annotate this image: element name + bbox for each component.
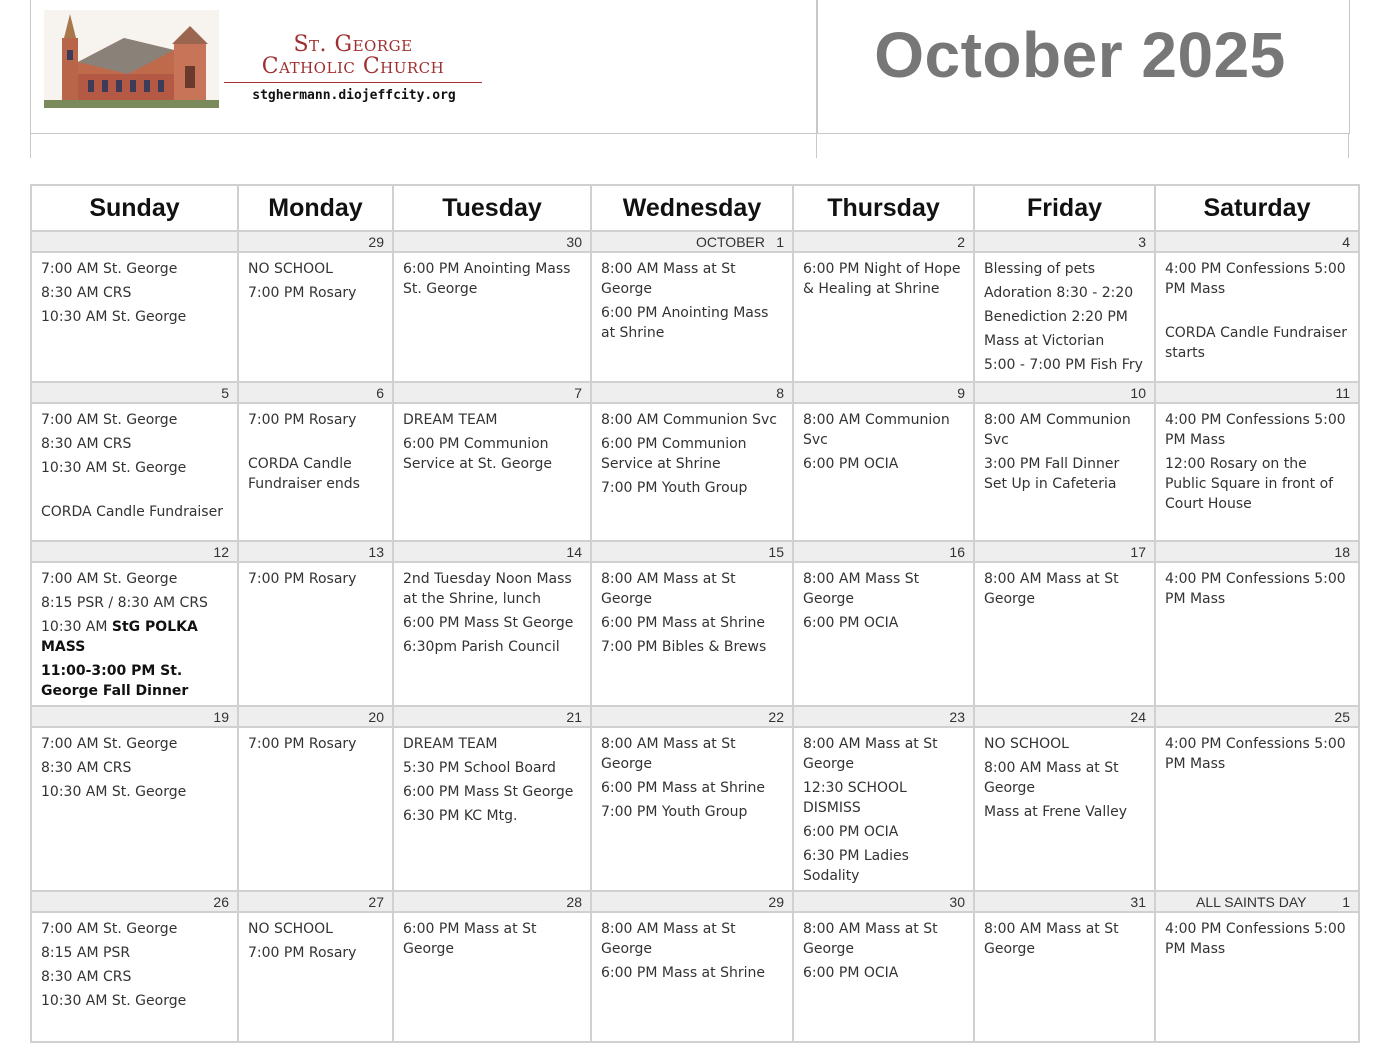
event-item: Benediction 2:20 PM xyxy=(984,309,1128,325)
event-item: 4:00 PM Confessions 5:00 PM Mass xyxy=(1165,571,1346,607)
day-events xyxy=(393,403,591,541)
day-events xyxy=(238,727,393,891)
event-item: 12:00 Rosary on the Public Square in front of Court House xyxy=(1165,456,1334,512)
day-number xyxy=(238,382,393,403)
event-item: 8:00 AM Mass St George xyxy=(803,571,920,607)
day-number-value: 29 xyxy=(768,893,784,910)
day-number-value: 16 xyxy=(949,543,965,560)
event-item: Blessing of pets xyxy=(984,261,1096,277)
day-number xyxy=(238,231,393,252)
day-number xyxy=(393,706,591,727)
day-number-value: 17 xyxy=(1130,543,1146,560)
day-events xyxy=(393,252,591,382)
event-item: 8:00 AM Communion Svc xyxy=(984,412,1131,448)
event-item: 8:30 AM CRS xyxy=(41,969,132,985)
weekday-sunday: Sunday xyxy=(31,185,238,231)
day-events xyxy=(591,252,793,382)
event-item: 6:00 PM Communion Service at St. George xyxy=(403,436,553,472)
day-events xyxy=(793,252,974,382)
day-number xyxy=(974,706,1155,727)
day-number-value: 24 xyxy=(1130,708,1146,725)
day-number xyxy=(793,382,974,403)
day-number-value: 10 xyxy=(1130,384,1146,401)
day-events xyxy=(974,912,1155,1042)
event-item: NO SCHOOL xyxy=(248,921,333,937)
event-item: 8:00 AM Mass at St George xyxy=(803,921,938,957)
weekday-tuesday: Tuesday xyxy=(393,185,591,231)
day-number-value: 30 xyxy=(949,893,965,910)
event-item: 7:00 AM St. George xyxy=(41,571,178,587)
event-item: 7:00 PM Youth Group xyxy=(601,480,748,496)
event-item: 6:00 PM Mass at Shrine xyxy=(601,615,765,631)
event-item: 8:30 AM CRS xyxy=(41,285,132,301)
event-item: Mass at Victorian xyxy=(984,333,1105,349)
day-number xyxy=(238,541,393,562)
day-number-value: 1 xyxy=(776,233,784,250)
day-number xyxy=(793,541,974,562)
day-events xyxy=(793,403,974,541)
day-number xyxy=(393,382,591,403)
day-events xyxy=(591,727,793,891)
event-item: Adoration 8:30 - 2:20 xyxy=(984,285,1134,301)
event-item: 10:30 AM St. George xyxy=(41,460,187,476)
day-number-value: 6 xyxy=(376,384,384,401)
day-number-value: 28 xyxy=(566,893,582,910)
event-item: NO SCHOOL xyxy=(984,736,1069,752)
event-item: 8:00 AM Mass at St George xyxy=(984,571,1119,607)
day-number xyxy=(1155,891,1359,912)
event-item: 6:00 PM Anointing Mass at Shrine xyxy=(601,305,769,341)
day-events xyxy=(238,562,393,706)
day-number xyxy=(591,706,793,727)
day-number-value: 7 xyxy=(574,384,582,401)
weekday-monday: Monday xyxy=(238,185,393,231)
date-number-row xyxy=(31,891,1359,912)
event-item: DREAM TEAM xyxy=(403,736,498,752)
day-label: ALL SAINTS DAY xyxy=(1196,893,1307,910)
day-events xyxy=(1155,912,1359,1042)
event-item: 6:00 PM Mass at Shrine xyxy=(601,965,765,981)
day-number xyxy=(1155,382,1359,403)
event-item: 6:00 PM Mass at St George xyxy=(403,921,537,957)
event-item: 7:00 PM Rosary xyxy=(248,412,357,428)
event-item: 6:30 PM Ladies Sodality xyxy=(803,848,909,884)
day-number xyxy=(974,891,1155,912)
day-events xyxy=(31,562,238,706)
event-item: 7:00 PM Rosary xyxy=(248,736,357,752)
calendar-grid xyxy=(30,184,1360,1043)
event-item: 6:00 PM OCIA xyxy=(803,615,899,631)
day-number xyxy=(238,706,393,727)
day-number-value: 29 xyxy=(368,233,384,250)
day-number xyxy=(31,541,238,562)
event-item: Mass at Frene Valley xyxy=(984,804,1127,820)
event-item: 7:00 AM St. George xyxy=(41,261,178,277)
event-item: 5:00 - 7:00 PM Fish Fry xyxy=(984,357,1143,373)
day-events xyxy=(31,252,238,382)
event-item: CORDA Candle Fundraiser starts xyxy=(1165,325,1347,361)
event-item: 6:30 PM KC Mtg. xyxy=(403,808,518,824)
day-number-value: 25 xyxy=(1334,708,1350,725)
event-item: CORDA Candle Fundraiser xyxy=(41,504,223,520)
day-number xyxy=(31,382,238,403)
day-number xyxy=(1155,231,1359,252)
event-item: 10:30 AM St. George xyxy=(41,309,187,325)
event-item: 2nd Tuesday Noon Mass at the Shrine, lunch xyxy=(403,571,572,607)
event-item: 7:00 PM Rosary xyxy=(248,571,357,587)
day-events xyxy=(31,727,238,891)
event-item: 8:00 AM Mass at St George xyxy=(601,736,736,772)
day-number-value: 19 xyxy=(213,708,229,725)
day-number xyxy=(793,706,974,727)
day-number xyxy=(591,891,793,912)
church-name-line1: St. George xyxy=(293,32,413,57)
event-item: 7:00 AM St. George xyxy=(41,736,178,752)
day-number-value: 31 xyxy=(1130,893,1146,910)
day-events xyxy=(974,403,1155,541)
day-events xyxy=(793,562,974,706)
day-number-value: 3 xyxy=(1138,233,1146,250)
day-number-value: 21 xyxy=(566,708,582,725)
event-item: 8:00 AM Communion Svc xyxy=(601,412,778,428)
day-number-value: 1 xyxy=(1342,893,1350,910)
date-number-row xyxy=(31,382,1359,403)
event-item: 8:00 AM Mass at St George xyxy=(803,736,938,772)
day-number-value: 4 xyxy=(1342,233,1350,250)
day-number-value: 27 xyxy=(368,893,384,910)
day-events xyxy=(1155,727,1359,891)
day-number-value: 11 xyxy=(1335,384,1350,401)
day-number-value: 26 xyxy=(213,893,229,910)
event-item: 6:00 PM Mass St George xyxy=(403,784,574,800)
church-website: stghermann.diojeffcity.org xyxy=(252,88,456,103)
day-events xyxy=(393,727,591,891)
event-item: CORDA Candle Fundraiser ends xyxy=(248,456,360,492)
events-row xyxy=(31,727,1359,891)
day-number-value: 20 xyxy=(368,708,384,725)
date-number-row xyxy=(31,541,1359,562)
day-events xyxy=(1155,252,1359,382)
event-item: 6:00 PM Night of Hope & Healing at Shrine xyxy=(803,261,961,297)
day-number xyxy=(1155,541,1359,562)
event-item: 8:00 AM Mass at St George xyxy=(601,921,736,957)
day-events xyxy=(393,562,591,706)
day-number xyxy=(393,231,591,252)
day-number-value: 5 xyxy=(221,384,229,401)
day-label: OCTOBER xyxy=(696,233,765,250)
day-number-value: 9 xyxy=(957,384,965,401)
event-item: 5:30 PM School Board xyxy=(403,760,556,776)
weekday-header-row xyxy=(31,185,1359,231)
day-events xyxy=(393,912,591,1042)
event-item: 6:00 PM OCIA xyxy=(803,965,899,981)
day-events xyxy=(793,727,974,891)
day-number xyxy=(393,891,591,912)
day-number xyxy=(974,541,1155,562)
day-number-value: 22 xyxy=(768,708,784,725)
weekday-saturday: Saturday xyxy=(1155,185,1359,231)
event-item: 7:00 AM St. George xyxy=(41,921,178,937)
event-item: 3:00 PM Fall Dinner Set Up in Cafeteria xyxy=(984,456,1120,492)
church-name-line2: Catholic Church xyxy=(261,54,445,79)
day-number xyxy=(974,382,1155,403)
event-item: 8:30 AM CRS xyxy=(41,760,132,776)
day-number-value: 13 xyxy=(368,543,384,560)
events-row xyxy=(31,403,1359,541)
church-logo xyxy=(44,10,494,108)
day-number-value: 15 xyxy=(768,543,784,560)
day-events xyxy=(591,912,793,1042)
day-number-value: 30 xyxy=(566,233,582,250)
day-events xyxy=(974,252,1155,382)
event-item: 8:15 AM PSR xyxy=(41,945,131,961)
events-row xyxy=(31,912,1359,1042)
day-number xyxy=(591,231,793,252)
day-number xyxy=(591,541,793,562)
event-item: 11:00-3:00 PM St. George Fall Dinner xyxy=(41,663,189,699)
day-events xyxy=(1155,562,1359,706)
church-building-icon xyxy=(44,10,219,108)
weekday-wednesday: Wednesday xyxy=(591,185,793,231)
month-title: October 2025 xyxy=(874,19,1286,91)
date-number-row xyxy=(31,706,1359,727)
event-item: 12:30 SCHOOL DISMISS xyxy=(803,780,907,816)
events-row xyxy=(31,252,1359,382)
event-item: 7:00 PM Rosary xyxy=(248,945,357,961)
day-number xyxy=(793,891,974,912)
event-item: 7:00 PM Bibles & Brews xyxy=(601,639,767,655)
day-number xyxy=(1155,706,1359,727)
day-number-value: 12 xyxy=(213,543,229,560)
day-events xyxy=(591,562,793,706)
date-number-row xyxy=(31,231,1359,252)
day-events xyxy=(31,912,238,1042)
day-events xyxy=(974,562,1155,706)
event-item: 8:00 AM Mass at St George xyxy=(601,571,736,607)
event-item: 6:00 PM Mass at Shrine xyxy=(601,780,765,796)
day-number xyxy=(31,706,238,727)
day-number xyxy=(31,231,238,252)
day-number xyxy=(238,891,393,912)
day-number xyxy=(591,382,793,403)
event-item: 6:30pm Parish Council xyxy=(403,639,560,655)
event-item: 4:00 PM Confessions 5:00 PM Mass xyxy=(1165,261,1346,297)
event-item: NO SCHOOL xyxy=(248,261,333,277)
event-item: 7:00 PM Rosary xyxy=(248,285,357,301)
event-item: 4:00 PM Confessions 5:00 PM Mass xyxy=(1165,921,1346,957)
event-item: 8:15 PSR / 8:30 AM CRS xyxy=(41,595,208,611)
event-item: 8:00 AM Communion Svc xyxy=(803,412,950,448)
day-events xyxy=(591,403,793,541)
day-events xyxy=(1155,403,1359,541)
event-item: 8:00 AM Mass at St George xyxy=(601,261,736,297)
day-number-value: 14 xyxy=(566,543,582,560)
weekday-friday: Friday xyxy=(974,185,1155,231)
day-events xyxy=(238,252,393,382)
event-item: 8:30 AM CRS xyxy=(41,436,132,452)
day-number xyxy=(974,231,1155,252)
day-number-value: 2 xyxy=(957,233,965,250)
event-item: 7:00 PM Youth Group xyxy=(601,804,748,820)
event-item: DREAM TEAM xyxy=(403,412,498,428)
day-events xyxy=(974,727,1155,891)
event-item: 4:00 PM Confessions 5:00 PM Mass xyxy=(1165,412,1346,448)
day-number xyxy=(31,891,238,912)
day-events xyxy=(238,912,393,1042)
event-item: 7:00 AM St. George xyxy=(41,412,178,428)
day-events xyxy=(793,912,974,1042)
event-item: 8:00 AM Mass at St George xyxy=(984,760,1119,796)
event-item: 6:00 PM OCIA xyxy=(803,824,899,840)
event-item: 4:00 PM Confessions 5:00 PM Mass xyxy=(1165,736,1346,772)
day-number xyxy=(393,541,591,562)
event-item: 6:00 PM OCIA xyxy=(803,456,899,472)
weekday-thursday: Thursday xyxy=(793,185,974,231)
day-number-value: 18 xyxy=(1334,543,1350,560)
event-item: 6:00 PM Mass St George xyxy=(403,615,574,631)
day-number xyxy=(793,231,974,252)
event-item: 6:00 PM Anointing Mass St. George xyxy=(403,261,571,297)
day-events xyxy=(238,403,393,541)
event-item: 10:30 AM St. George xyxy=(41,784,187,800)
event-item: 10:30 AM St. George xyxy=(41,993,187,1009)
day-events xyxy=(31,403,238,541)
events-row xyxy=(31,562,1359,706)
event-item: 6:00 PM Communion Service at Shrine xyxy=(601,436,747,472)
event-item: 8:00 AM Mass at St George xyxy=(984,921,1119,957)
day-number-value: 8 xyxy=(776,384,784,401)
day-number-value: 23 xyxy=(949,708,965,725)
event-item: 10:30 AM StG POLKA MASS xyxy=(41,619,198,655)
